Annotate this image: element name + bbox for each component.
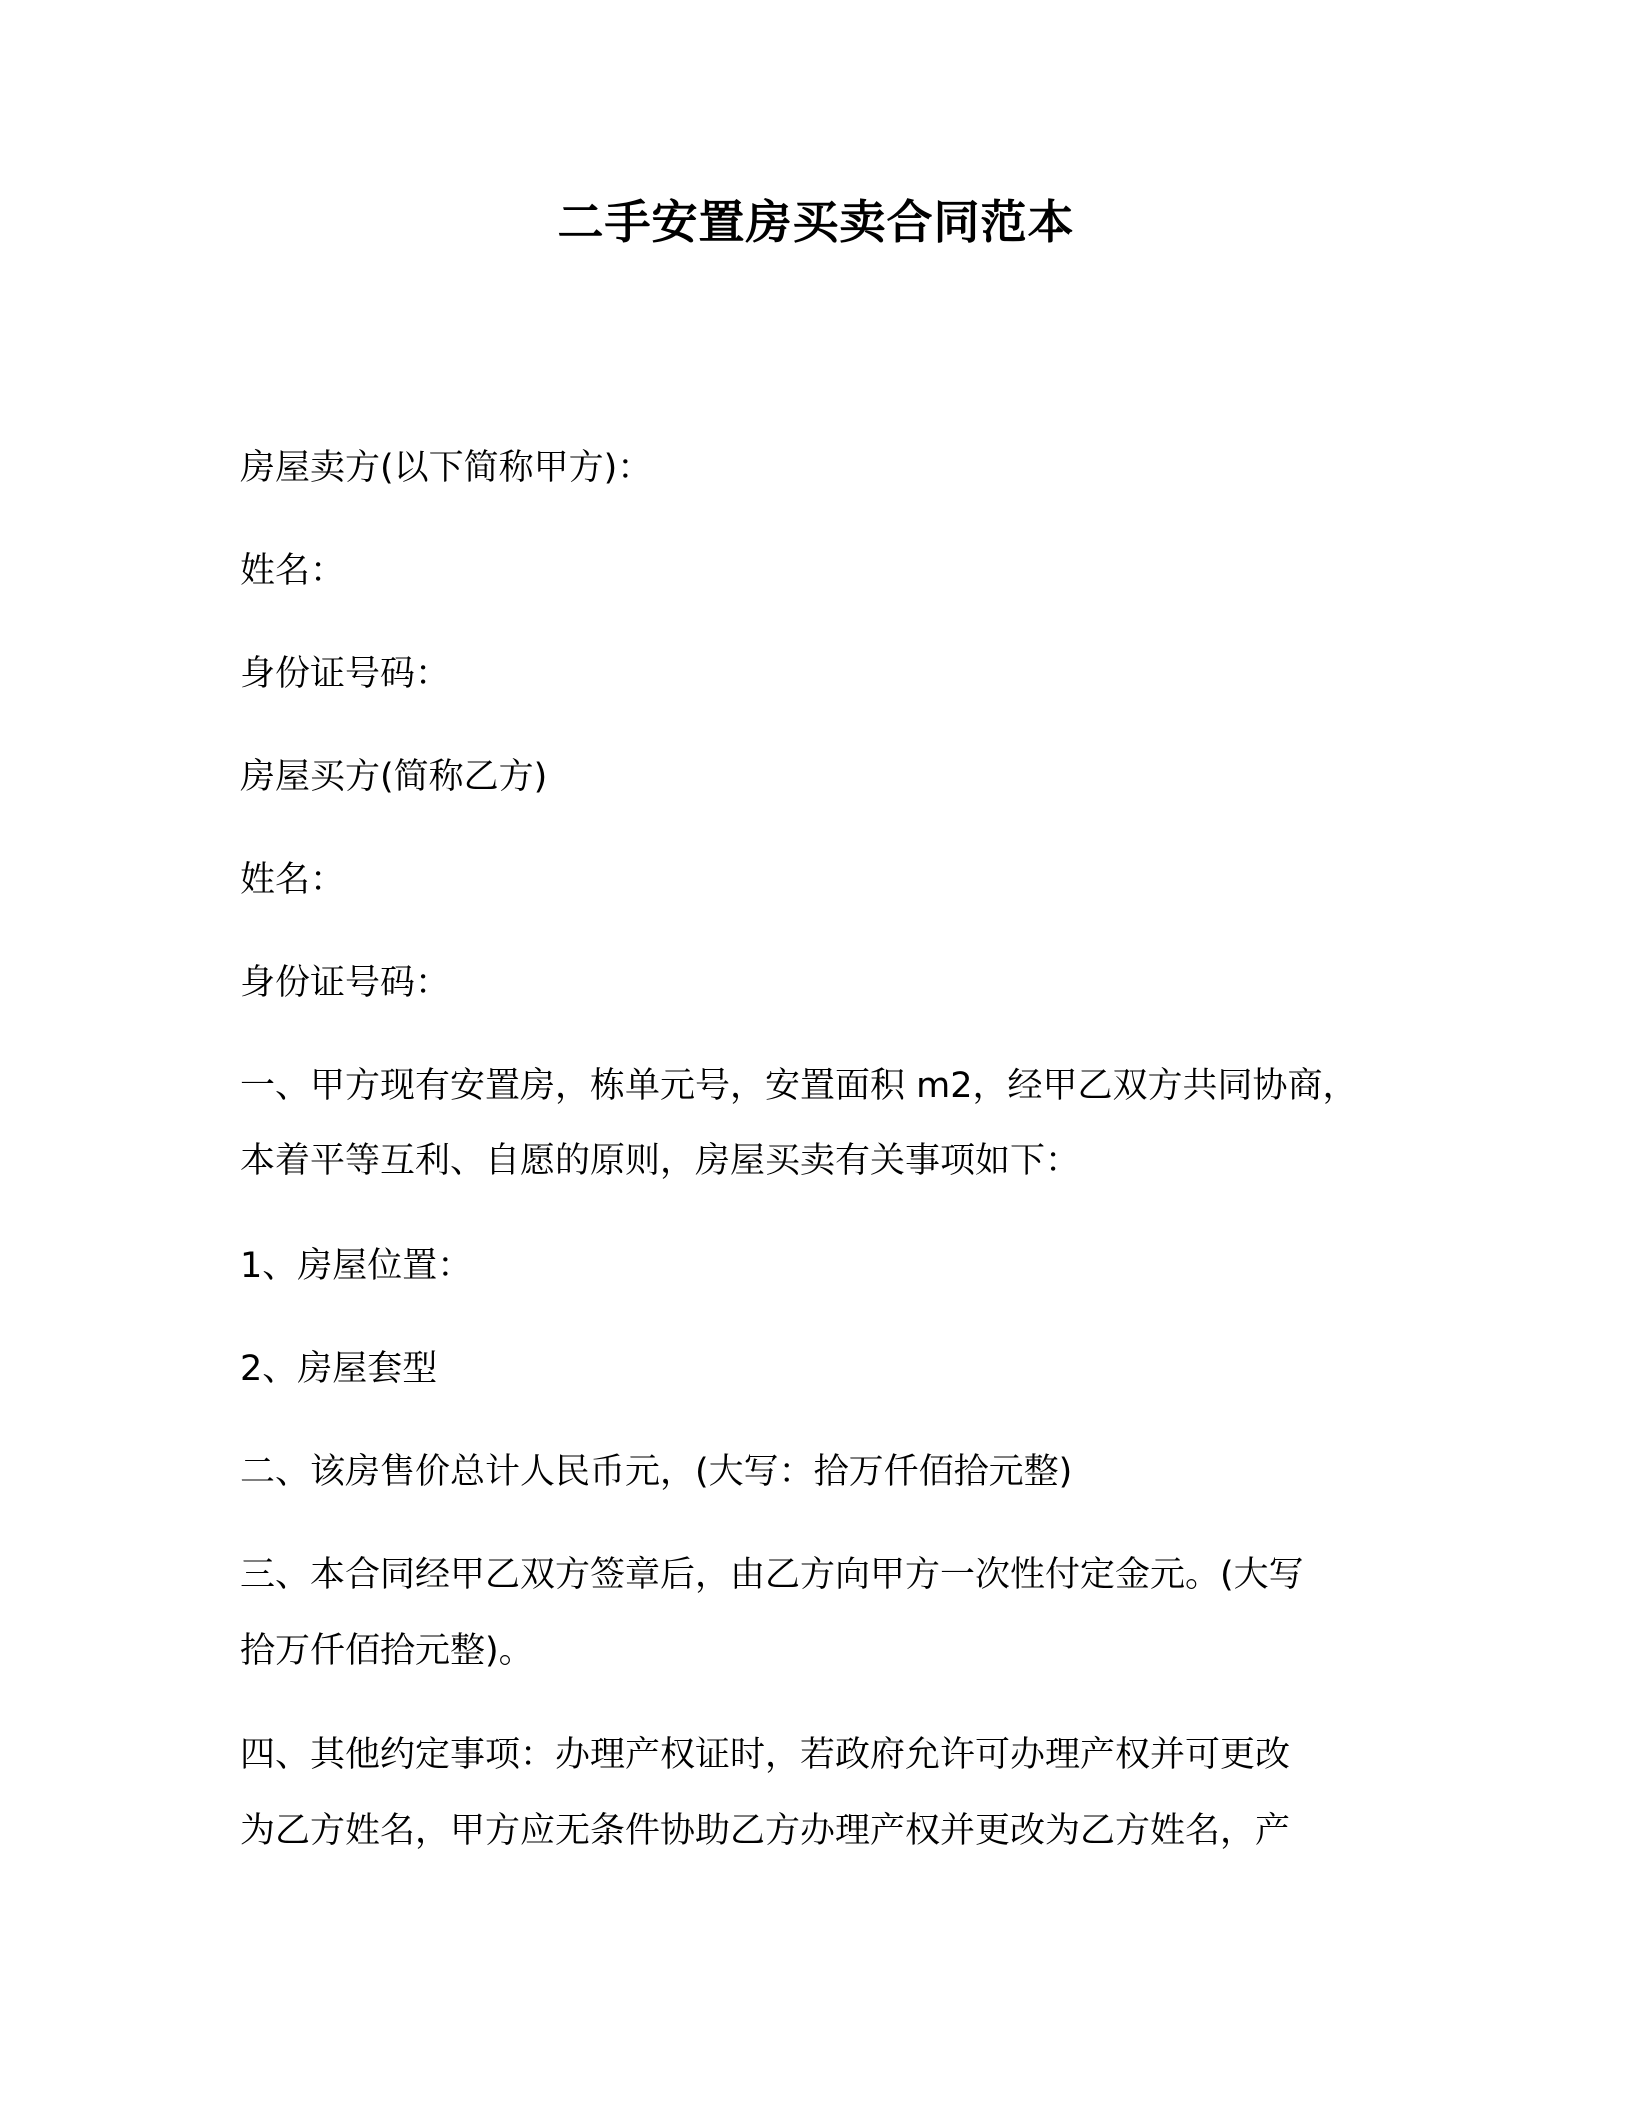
seller-name-field: 姓名： <box>240 551 346 591</box>
clause-one-line-1: 一、甲方现有安置房，栋单元号，安置面积 m2，经甲乙双方共同协商， <box>240 1066 1358 1106</box>
item-house-location: 1、房屋位置： <box>240 1246 473 1286</box>
clause-four-line-2: 为乙方姓名，甲方应无条件协助乙方办理产权并更改为乙方姓名，产 <box>240 1811 1291 1851</box>
clause-one-line-2: 本着平等互利、自愿的原则，房屋买卖有关事项如下： <box>240 1141 1081 1181</box>
clause-two: 二、该房售价总计人民币元，(大写：拾万仟佰拾元整) <box>240 1452 1073 1492</box>
item-house-type: 2、房屋套型 <box>240 1349 438 1389</box>
seller-heading: 房屋卖方(以下简称甲方)： <box>240 448 653 488</box>
document-title: 二手安置房买卖合同范本 <box>557 195 1075 249</box>
buyer-name-field: 姓名： <box>240 860 346 900</box>
buyer-id-field: 身份证号码： <box>240 963 451 1003</box>
clause-four-line-1: 四、其他约定事项：办理产权证时，若政府允许可办理产权并可更改 <box>240 1735 1291 1775</box>
clause-three-line-2: 拾万仟佰拾元整)。 <box>240 1631 534 1671</box>
buyer-heading: 房屋买方(简称乙方) <box>240 757 548 797</box>
clause-three-line-1: 三、本合同经甲乙双方签章后，由乙方向甲方一次性付定金元。(大写 <box>240 1555 1304 1595</box>
seller-id-field: 身份证号码： <box>240 654 451 694</box>
